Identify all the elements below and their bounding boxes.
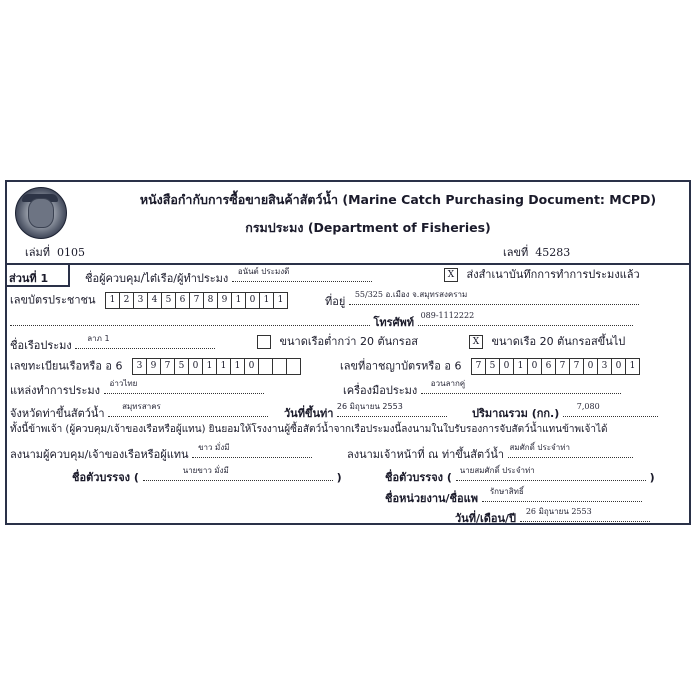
date-field[interactable] <box>520 509 650 522</box>
owner-sign-field[interactable] <box>192 445 312 458</box>
date-row <box>455 509 650 526</box>
vessel-name-value: ลาภ 1 <box>87 334 110 343</box>
reg-digit: 1 <box>203 359 217 374</box>
owner-print-row <box>72 468 342 485</box>
vessel-name-row <box>10 336 215 353</box>
size-over20-checkbox[interactable]: X <box>469 335 483 349</box>
id-card-row <box>10 292 288 309</box>
province-value: สมุทรสาคร <box>122 402 161 411</box>
size-under20-label: ขนาดเรือต่ำกว่า 20 ตันกรอส <box>279 335 419 348</box>
date-label: วันที่/เดือน/ปี <box>455 512 516 525</box>
landing-date-row <box>284 404 447 421</box>
owner-print-close: ) <box>336 471 342 484</box>
license-digit: 1 <box>629 361 636 371</box>
owner-print-field[interactable] <box>143 468 333 481</box>
reg-digit <box>287 359 300 374</box>
reg-digit: 5 <box>175 359 189 374</box>
department-name: กรมประมง (Department of Fisheries) <box>245 220 491 235</box>
id-digit: 0 <box>246 293 260 308</box>
landing-date-value: 26 มิถุนายน 2553 <box>336 402 403 411</box>
officer-print-value: นายสมศักดิ์ ประจำท่า <box>459 466 535 475</box>
owner-print-value: นายขาว มั่งมี <box>182 466 229 475</box>
phone-value: 089-1112222 <box>420 311 475 320</box>
fishing-ground-row <box>10 381 264 398</box>
logbook-checkbox-row <box>444 268 640 282</box>
id-digit: 6 <box>176 293 190 308</box>
license-digit: 5 <box>486 359 500 374</box>
license-digit: 0 <box>612 359 626 374</box>
reg-digit: 1 <box>231 359 245 374</box>
officer-print-close: ) <box>649 471 655 484</box>
form-header <box>7 182 689 265</box>
address-continuation-row <box>10 313 633 330</box>
logbook-checkbox[interactable]: X <box>444 268 458 282</box>
officer-sign-value: สมศักดิ์ ประจำท่า <box>509 443 570 452</box>
landing-date-label: วันที่ขึ้นท่า <box>284 407 334 420</box>
id-digit: 1 <box>106 293 120 308</box>
id-digit: 7 <box>190 293 204 308</box>
mcpd-form <box>5 180 691 525</box>
license-digit: 3 <box>598 359 612 374</box>
province-label: จังหวัดท่าขึ้นสัตว์น้ำ <box>10 407 105 420</box>
gear-label: เครื่องมือประมง <box>343 384 418 397</box>
operator-value: อนันต์ ประมงดี <box>237 267 290 276</box>
id-digit: 1 <box>277 295 284 305</box>
address-value: 55/325 อ.เมือง จ.สมุทรสงคราม <box>354 290 468 299</box>
license-digit: 7 <box>570 359 584 374</box>
unit-label: ชื่อหน่วยงาน/ชื่อแพ <box>385 492 478 505</box>
license-digit: 6 <box>542 359 556 374</box>
doc-value: 45283 <box>535 246 571 259</box>
operator-label: ชื่อผู้ควบคุม/ไต๋เรือ/ผู้ทำประมง <box>85 272 229 285</box>
license-digits[interactable] <box>471 358 640 375</box>
id-digit: 8 <box>204 293 218 308</box>
vessel-reg-digits[interactable] <box>132 358 301 375</box>
reg-digit: 9 <box>147 359 161 374</box>
address-row <box>325 292 639 309</box>
license-digit: 0 <box>528 359 542 374</box>
reg-digit: 0 <box>189 359 203 374</box>
owner-sign-label: ลงนามผู้ควบคุม/เจ้าของเรือหรือผู้แทน <box>10 448 189 461</box>
vessel-reg-row <box>10 358 301 375</box>
vessel-name-field[interactable] <box>75 336 215 349</box>
reg-digit <box>273 359 287 374</box>
id-digit: 2 <box>120 293 134 308</box>
size-over20-label: ขนาดเรือ 20 ตันกรอสขึ้นไป <box>491 335 626 348</box>
officer-sign-label: ลงนามเจ้าหน้าที่ ณ ท่าขึ้นสัตว์น้ำ <box>347 448 505 461</box>
book-value: 0105 <box>57 246 86 259</box>
consent-statement: ทั้งนี้ข้าพเจ้า (ผู้ควบคุม/เจ้าของเรือหรือผู้แทน) ยินยอมให้โรงงานผู้ซื้อสัตว์น้ำจากเรือประมงนี้ลงนามในใบรับรองการจับสัตว์น้ำแทนข้าพเจ้าได้ <box>10 424 608 435</box>
address-label: ที่อยู่ <box>325 295 346 308</box>
officer-print-field[interactable] <box>456 468 646 481</box>
reg-digit: 7 <box>161 359 175 374</box>
id-digit: 5 <box>162 293 176 308</box>
logbook-label: ส่งสำเนาบันทึกการทำการประมงแล้ว <box>466 268 640 281</box>
id-digit: 1 <box>260 293 274 308</box>
license-label: เลขที่อาชญาบัตรหรือ อ 6 <box>340 359 462 373</box>
officer-print-label: ชื่อตัวบรรจง ( <box>385 471 452 484</box>
total-qty-row <box>472 404 658 421</box>
landing-date-field[interactable] <box>337 404 447 417</box>
gear-value: อวนลากคู่ <box>430 379 466 388</box>
unit-value: รักษาสิทธิ์ <box>489 487 524 496</box>
id-digit: 4 <box>148 293 162 308</box>
address-continuation-field[interactable] <box>10 313 370 326</box>
operator-field[interactable] <box>232 269 372 282</box>
unit-row <box>385 489 642 506</box>
gear-field[interactable] <box>421 381 621 394</box>
document-title: หนังสือกำกับการซื้อขายสินค้าสัตว์น้ำ (Marine Catch Purchasing Document: MCPD) <box>139 192 657 207</box>
document-number <box>503 243 570 261</box>
license-digit: 7 <box>472 359 486 374</box>
total-qty-field[interactable] <box>563 404 658 417</box>
size-under20-checkbox[interactable] <box>257 335 271 349</box>
size-over20-row <box>469 335 625 349</box>
gear-row <box>343 381 621 398</box>
fishing-ground-value: อ่าวไทย <box>109 379 138 388</box>
fishing-ground-field[interactable] <box>104 381 264 394</box>
reg-digit: 0 <box>245 359 259 374</box>
license-row <box>340 358 640 375</box>
vessel-reg-label: เลขทะเบียนเรือหรือ อ 6 <box>10 359 123 373</box>
book-number <box>25 243 85 261</box>
doc-label: เลขที่ <box>503 246 529 259</box>
id-card-digits[interactable] <box>105 292 288 309</box>
operator-row <box>85 269 372 286</box>
officer-print-row <box>385 468 655 485</box>
address-field[interactable] <box>349 292 639 305</box>
officer-sign-field[interactable] <box>508 445 633 458</box>
id-digit: 1 <box>232 293 246 308</box>
vessel-name-label: ชื่อเรือประมง <box>10 339 72 352</box>
license-digit: 1 <box>514 359 528 374</box>
fishing-ground-label: แหล่งทำการประมง <box>10 384 101 397</box>
province-field[interactable] <box>108 404 268 417</box>
book-label: เล่มที่ <box>25 246 51 259</box>
owner-print-label: ชื่อตัวบรรจง ( <box>72 471 139 484</box>
unit-field[interactable] <box>482 489 642 502</box>
phone-field[interactable] <box>418 313 633 326</box>
province-row <box>10 404 268 421</box>
license-digit: 0 <box>500 359 514 374</box>
total-qty-label: ปริมาณรวม (กก.) <box>472 407 560 420</box>
phone-label: โทรศัพท์ <box>373 316 415 329</box>
date-value: 26 มิถุนายน 2553 <box>525 507 592 516</box>
reg-digit: 3 <box>133 359 147 374</box>
officer-sign-row <box>347 445 633 462</box>
id-digit: 3 <box>134 293 148 308</box>
owner-sign-row <box>10 445 312 462</box>
reg-digit <box>259 359 273 374</box>
reg-digit: 1 <box>217 359 231 374</box>
section-1-label: ส่วนที่ 1 <box>7 265 70 287</box>
owner-sign-value: ขาว มั่งมี <box>198 443 230 452</box>
size-under20-row <box>257 335 418 349</box>
id-card-label: เลขบัตรประชาชน <box>10 293 96 307</box>
license-digit: 0 <box>584 359 598 374</box>
license-digit: 7 <box>556 359 570 374</box>
total-qty-value: 7,080 <box>576 402 600 411</box>
id-digit: 9 <box>218 293 232 308</box>
